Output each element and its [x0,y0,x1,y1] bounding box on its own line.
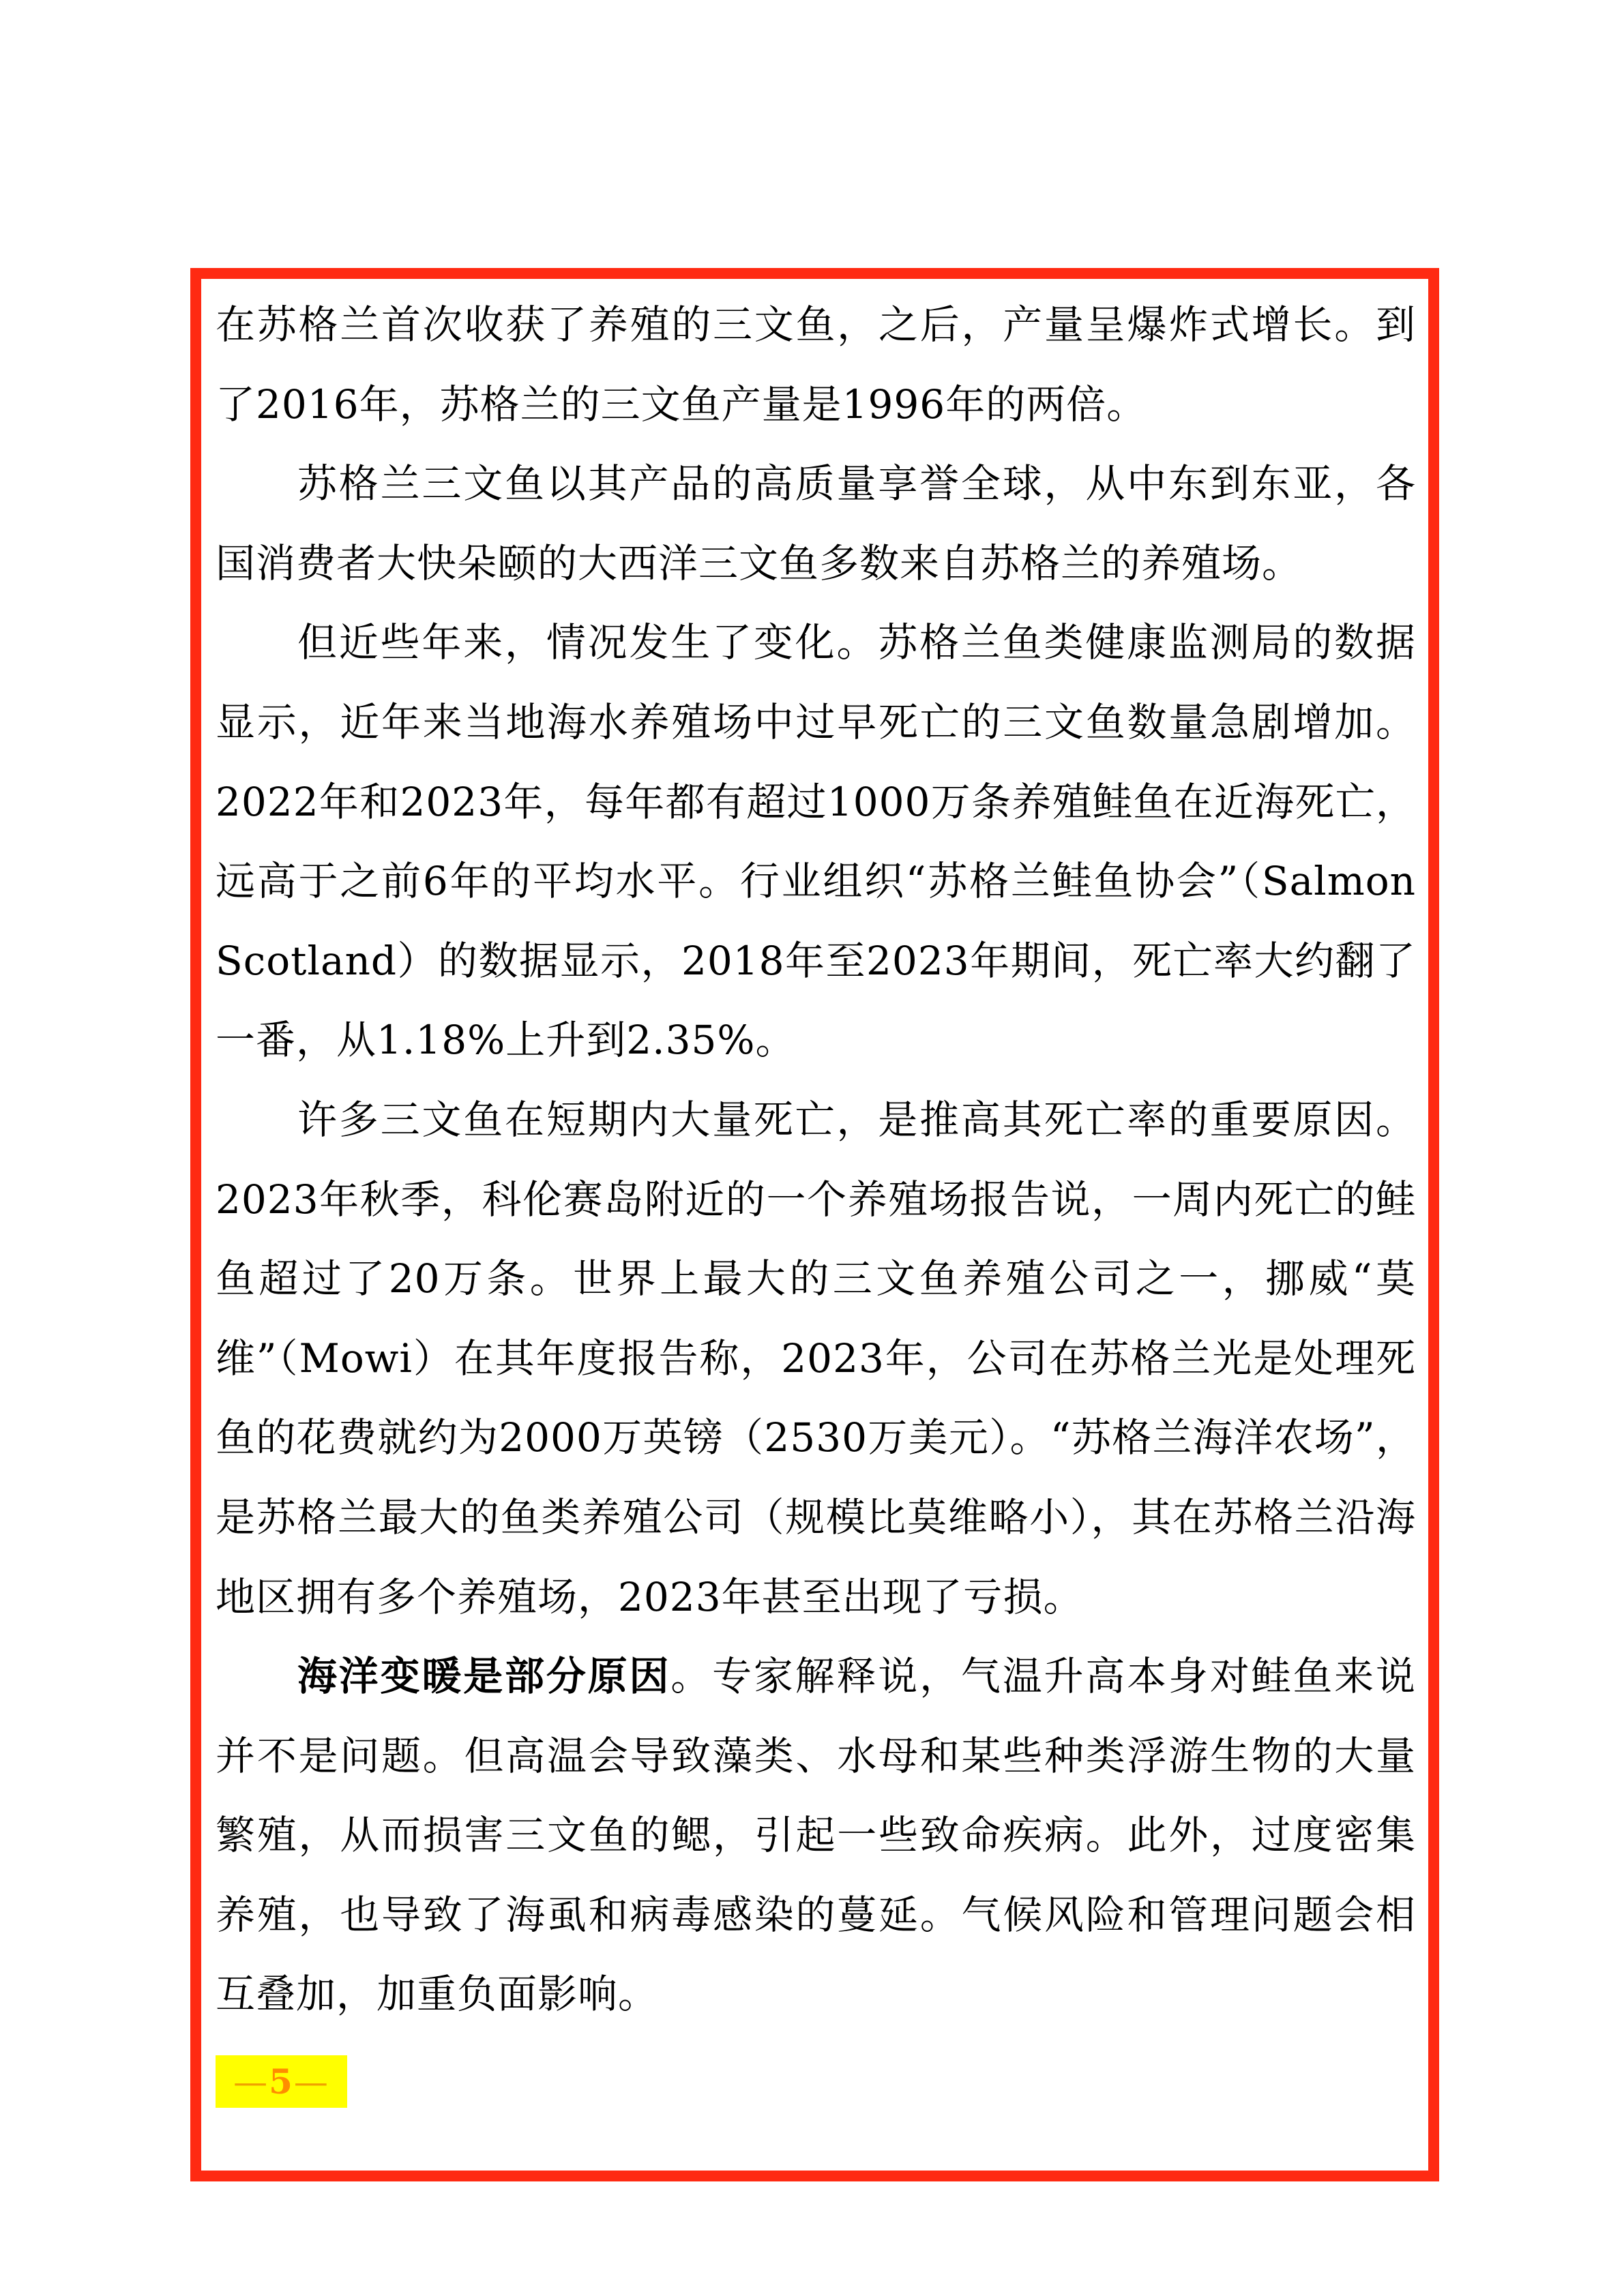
paragraph-4: 许多三文鱼在短期内大量死亡，是推高其死亡率的重要原因。2023年秋季，科伦赛岛附近的一个养殖场报告说，一周内死亡的鲑鱼超过了20万条。世界上最大的三文鱼养殖公司之一，挪威“莫维”（Mowi）在其年度报告称，2023年，公司在苏格兰光是处理死鱼的花费就约为2000万英镑（2530万美元）。“苏格兰海洋农场”，是苏格兰最大的鱼类养殖公司（规模比莫维略小），其在苏格兰沿海地区拥有多个养殖场，2023年甚至出现了亏损。 [216,1096,1416,1620]
paragraph-2: 苏格兰三文鱼以其产品的高质量享誉全球，从中东到东亚，各国消费者大快朵颐的大西洋三文鱼多数来自苏格兰的养殖场。 [216,460,1416,586]
paragraph-5-bold-lead: 海洋变暖是部分原因 [297,1653,671,1700]
page-number-dash-right: — [293,2061,329,2102]
paragraph-5-text: 。专家解释说，气温升高本身对鲑鱼来说并不是问题。但高温会导致藻类、水母和某些种类浮游生物的大量繁殖，从而损害三文鱼的鳃，引起一些致命疾病。此外，过度密集养殖，也导致了海虱和病毒感染的蔓延。气候风险和管理问题会相互叠加，加重负面影响。 [216,1653,1416,2018]
paragraph-3: 但近些年来，情况发生了变化。苏格兰鱼类健康监测局的数据显示，近年来当地海水养殖场中过早死亡的三文鱼数量急剧增加。2022年和2023年，每年都有超过1000万条养殖鲑鱼在近海死亡，远高于之前6年的平均水平。行业组织“苏格兰鲑鱼协会”（Salmon Scotland）的数据显示，2018年至2023年期间，死亡率大约翻了一番，从1.18%上升到2.35%。 [216,619,1416,1064]
article-body [216,285,1416,2034]
page-number [216,2055,347,2108]
paragraph-5 [216,1637,1416,2034]
page-number-value: 5 [269,2061,294,2102]
page-number-dash-left: — [233,2061,269,2102]
paragraph-1: 在苏格兰首次收获了养殖的三文鱼，之后，产量呈爆炸式增长。到了2016年，苏格兰的三文鱼产量是1996年的两倍。 [216,301,1416,428]
